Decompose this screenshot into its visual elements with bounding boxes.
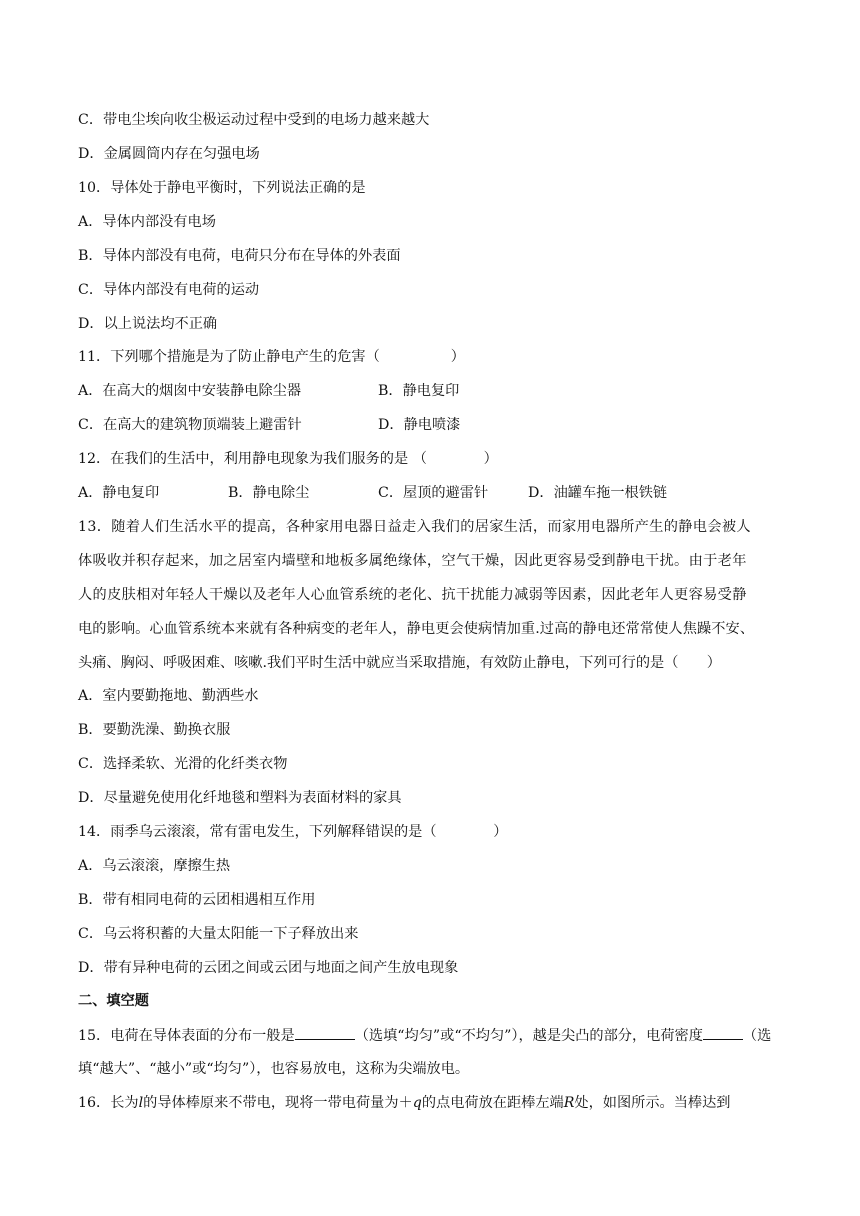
q10-option-a: A．导体内部没有电场 (78, 214, 216, 230)
q9-option-d: D．金属圆筒内存在匀强电场 (78, 146, 260, 162)
q15-text-3: （选 (742, 1028, 772, 1044)
section-heading-fill-in: 二、填空题 (78, 993, 149, 1009)
q14-option-d: D．带有异种电荷的云团之间或云团与地面之间产生放电现象 (78, 960, 459, 976)
q13-stem-line-5: 头痛、胸闷、呼吸困难、咳嗽.我们平时生活中就应当采取措施，有效防止静电，下列可行的是（ ） (78, 655, 721, 671)
q13-option-d: D．尽量避免使用化纤地毯和塑料为表面材料的家具 (78, 790, 402, 806)
q16-line-1 (78, 1093, 731, 1113)
q16-text-1: 16．长为 (78, 1095, 139, 1111)
q13-option-a: A．室内要勤拖地、勤洒些水 (78, 688, 259, 704)
q13-stem-line-2: 体吸收并积存起来，加之居室内墙壁和地板多属绝缘体，空气干燥，因此更容易受到静电干扰。由于老年 (78, 553, 747, 569)
q13-stem-line-1: 13．随着人们生活水平的提高，各种家用电器日益走入我们的居家生活，而家用电器所产生的静电会被人 (78, 519, 751, 535)
q14-option-b: B．带有相同电荷的云团相遇相互作用 (78, 892, 316, 908)
q11-option-a: A．在高大的烟囱中安装静电除尘器 (78, 383, 302, 399)
q15-line-2: 填“越大”、“越小”或“均匀”），也容易放电，这称为尖端放电。 (78, 1061, 470, 1077)
q10-stem: 10．导体处于静电平衡时，下列说法正确的是 (78, 180, 366, 196)
q16-text-3: 的点电荷放在距棒左端 (421, 1095, 564, 1111)
q12-option-c: C．屋顶的避雷针 (378, 485, 489, 501)
q10-option-b: B．导体内部没有电荷，电荷只分布在导体的外表面 (78, 248, 401, 264)
q16-text-4: 处，如图所示。当棒达到 (574, 1095, 731, 1111)
q11-stem: 11．下列哪个措施是为了防止静电产生的危害（ ） (78, 349, 465, 365)
q16-var-q: q (412, 1095, 422, 1111)
q16-var-l: l (138, 1095, 144, 1111)
q15-blank-2 (703, 1025, 743, 1040)
q15-text-2: （选填“均匀”或“不均匀”），越是尖凸的部分，电荷密度 (354, 1028, 703, 1044)
q13-option-b: B．要勤洗澡、勤换衣服 (78, 722, 231, 738)
q16-text-2: 的导体棒原来不带电，现将一带电荷量为＋ (143, 1095, 413, 1111)
q11-option-d: D．静电喷漆 (378, 417, 461, 433)
q14-option-c: C．乌云将积蓄的大量太阳能一下子释放出来 (78, 926, 359, 942)
q12-stem: 12．在我们的生活中，利用静电现象为我们服务的是 （ ） (78, 451, 498, 467)
q11-option-c: C．在高大的建筑物顶端装上避雷针 (78, 417, 302, 433)
q13-option-c: C．选择柔软、光滑的化纤类衣物 (78, 756, 288, 772)
q15-blank-1 (295, 1025, 355, 1040)
q9-option-c: C．带电尘埃向收尘极运动过程中受到的电场力越来越大 (78, 112, 430, 128)
q12-option-d: D．油罐车拖一根铁链 (528, 485, 668, 501)
q13-stem-line-3: 人的皮肤相对年轻人干燥以及老年人心血管系统的老化、抗干扰能力减弱等因素，因此老年人更容易受静 (78, 587, 747, 603)
q14-option-a: A．乌云滚滚，摩擦生热 (78, 858, 231, 874)
q14-stem: 14．雨季乌云滚滚，常有雷电发生，下列解释错误的是（ ） (78, 824, 508, 840)
q13-stem-line-4: 电的影响。心血管系统本来就有各种病变的老年人，静电更会使病情加重.过高的静电还常常使人焦躁不安、 (78, 621, 755, 637)
q12-option-a: A．静电复印 (78, 485, 160, 501)
q10-option-c: C．导体内部没有电荷的运动 (78, 282, 260, 298)
q15-line-1 (78, 1025, 771, 1046)
q11-option-b: B．静电复印 (378, 383, 460, 399)
q15-text-1: 15．电荷在导体表面的分布一般是 (78, 1028, 295, 1044)
q12-option-b: B．静电除尘 (228, 485, 310, 501)
q16-var-R: R (563, 1095, 575, 1111)
q10-option-d: D．以上说法均不正确 (78, 316, 218, 332)
